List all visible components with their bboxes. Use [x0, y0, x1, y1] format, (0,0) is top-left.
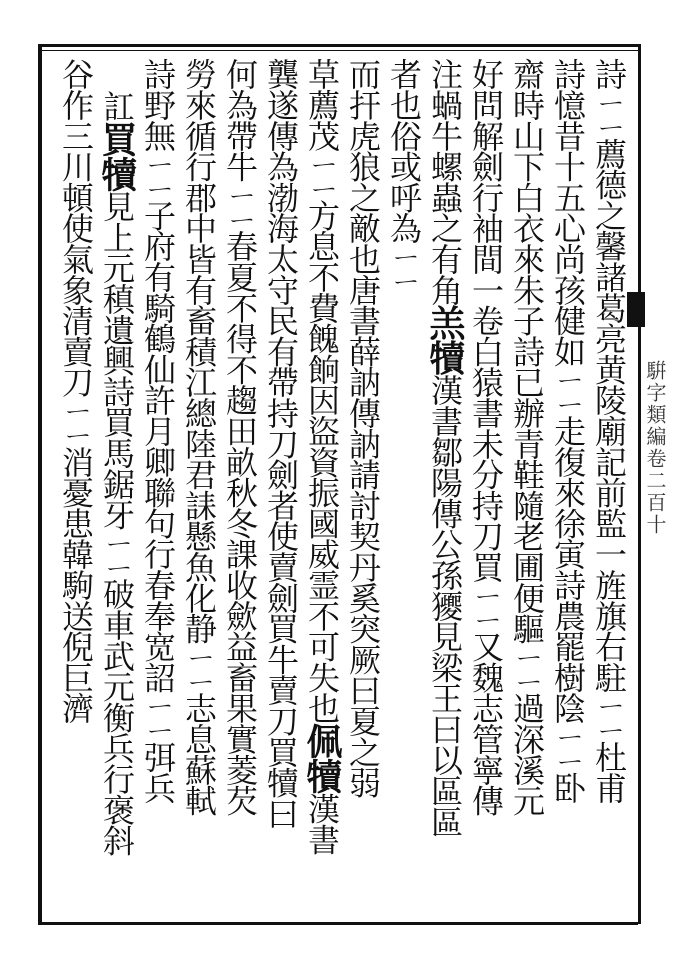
text-column-10: 何為帶牛ㄧㄧ春夏不得不趨田畝秋冬課收歛益畜果實菱芡 [221, 58, 259, 816]
text-column-6: 者也俗或呼為ㄧㄧ [385, 58, 423, 292]
frame-top-inner-border [40, 50, 640, 51]
heading-yang-du-text: 漢書鄒陽傳公孫獿見梁王曰以區區 [426, 374, 464, 837]
frame-top-border [40, 44, 640, 47]
heading-mai-du: 買犢 [96, 120, 138, 191]
heading-mai-du-text: 見上元稹遺興詩買馬鋸牙ㄧㄧ破車武元衡兵行褒斜 [98, 190, 136, 856]
heading-pei-du-text: 漢書 [303, 792, 341, 855]
column-5-text: 注蝸牛螺蟲之有角 [426, 58, 464, 305]
text-column-2: 詩憶昔十五心尚孩健如ㄧㄧ走復來徐寅詩農罷樹陰ㄧㄧ卧 [549, 58, 587, 803]
text-column-4: 好問解劍行袖間一卷白猿書未分持刀買ㄧㄧ又魏志管寧傳 [467, 58, 505, 816]
frame-left-border [38, 44, 42, 924]
heading-pei-du: 佩犢 [301, 722, 343, 793]
text-column-7: 而扞虎狼之敵也唐書薛訥傳訥請討契丹奚突厥曰夏之弱 [344, 58, 382, 798]
text-column-14: 谷作三川頓使氣象清賣刀ㄧㄧ消憂患韓駒送倪巨濟 [57, 58, 95, 723]
text-column-8 [298, 58, 346, 918]
text-column-1: 詩ㄧㄧ薦德之馨諸葛亮黄陵廟記前監一旌旗右駐ㄧㄧ杜甫 [590, 58, 628, 803]
text-column-11: 勞來循行郡中皆有畜積江總陸君誄懸魚化静ㄧㄧ志息蘇軾 [180, 58, 218, 816]
text-column-5 [421, 58, 469, 918]
column-13-text: 訌 [98, 90, 136, 121]
text-column-12: 詩野無ㄧㄧ子府有騎鶴仙許月卿聯句行春奉宽詔ㄧㄧ弭兵 [139, 58, 177, 803]
text-column-9: 龔遂傳為渤海太守民有帶持刀劍者使賣劍買牛賣刀買犢曰 [262, 58, 300, 829]
column-8-text: 草薦茂ㄧㄧ方息不費餽餉因盜資振國威霊不可失也 [303, 58, 341, 723]
text-column-13 [93, 90, 141, 950]
margin-title: 騈字類編卷二百十 [643, 360, 667, 536]
heading-yang-du: 羔犢 [424, 304, 466, 375]
text-column-3: 齋時山下白衣來朱子詩已辦青鞋隨老圃便驅ㄧㄧ過深溪元 [508, 58, 546, 816]
